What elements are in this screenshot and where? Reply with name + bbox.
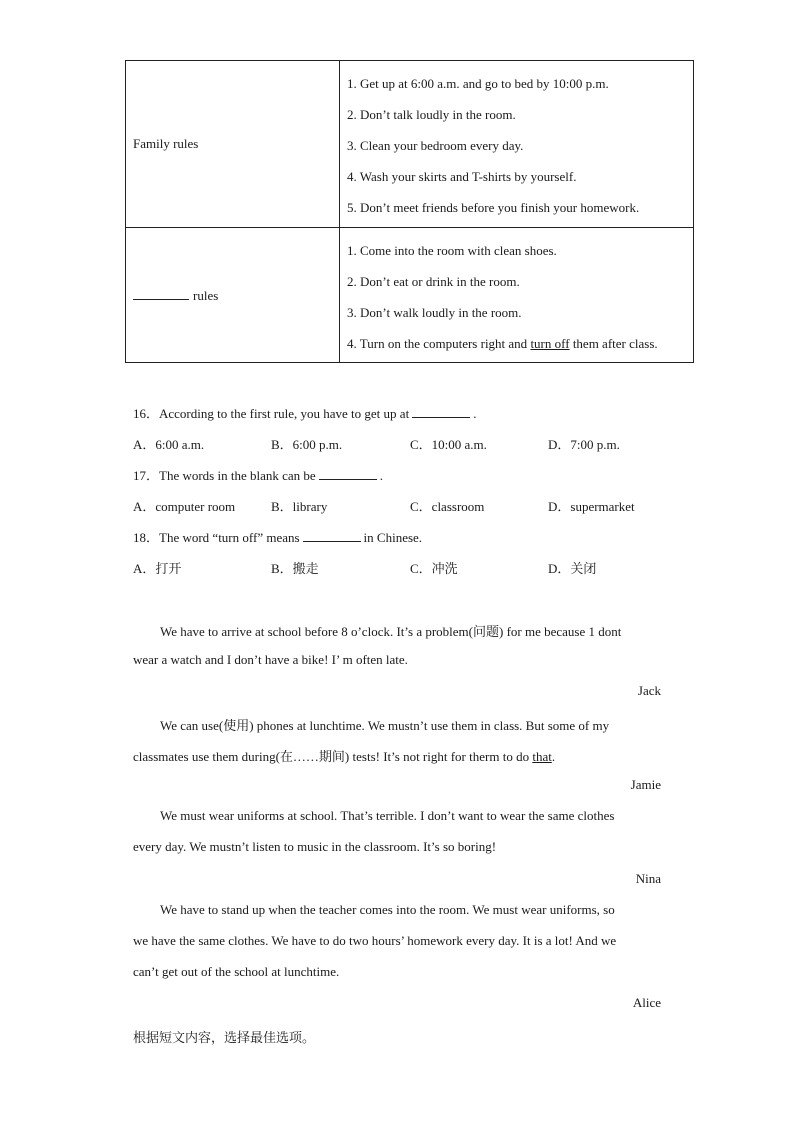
- question-18: [133, 527, 422, 546]
- options-18: [133, 558, 693, 578]
- label-blank-line: [133, 287, 189, 300]
- table-row-family: [126, 61, 694, 228]
- answer-blank: [319, 468, 377, 480]
- question-stem: 18．The word “turn off” means: [133, 530, 300, 545]
- rule4-underlined: turn off: [530, 335, 570, 351]
- question-stem-end: in Chinese.: [363, 530, 423, 545]
- option-d[interactable]: D．关闭: [548, 561, 597, 576]
- signature-alice: Alice: [632, 995, 661, 1010]
- question-16: [133, 403, 476, 422]
- rules-table: [125, 60, 694, 363]
- rule-item: 5. Don’t meet friends before you finish your homework.: [347, 200, 640, 215]
- alice-line-3: can’t get out of the school at lunchtime.: [133, 964, 340, 979]
- family-rules-list: [340, 61, 694, 228]
- blank-rules-label: [126, 228, 340, 363]
- question-17: [133, 465, 383, 484]
- answer-blank: [303, 530, 361, 542]
- option-c[interactable]: C．classroom: [410, 499, 485, 514]
- alice-line-1: We have to stand up when the teacher comes into the room. We must wear uniforms, so: [160, 902, 615, 917]
- blank-rules-word: rules: [193, 287, 219, 303]
- question-stem: 17．The words in the blank can be: [133, 468, 316, 483]
- option-b[interactable]: B．6:00 p.m.: [271, 437, 343, 452]
- nina-line-1: We must wear uniforms at school. That’s terrible. I don’t want to wear the same clothes: [160, 808, 615, 823]
- rule-item: 1. Get up at 6:00 a.m. and go to bed by 10:00 p.m.: [347, 76, 609, 91]
- jamie-line-2-end: .: [551, 749, 556, 764]
- option-a[interactable]: A．打开: [133, 561, 182, 576]
- question-stem: 16．According to the first rule, you have to get up at: [133, 406, 410, 421]
- jamie-line-2-start: classmates use them during(在……期间) tests! It’s not right for therm to do: [133, 749, 533, 764]
- rule-item: 2. Don’t talk loudly in the room.: [347, 107, 516, 122]
- rule-item: 1. Come into the room with clean shoes.: [347, 242, 557, 258]
- signature-jamie: Jamie: [630, 777, 661, 792]
- jack-line-2: wear a watch and I don’t have a bike! I’ m often late.: [133, 652, 408, 667]
- family-rules-label: Family rules: [126, 61, 340, 228]
- nina-line-2: every day. We mustn’t listen to music in the classroom. It’s so boring!: [133, 839, 497, 854]
- signature-nina: Nina: [635, 871, 661, 886]
- blank-rules-list: [340, 228, 694, 363]
- answer-blank: [412, 406, 470, 418]
- rule-item: 3. Clean your bedroom every day.: [347, 138, 524, 153]
- jamie-underlined-that: that: [532, 749, 552, 764]
- question-stem-end: .: [379, 468, 383, 483]
- options-17: [133, 496, 693, 516]
- signature-jack: Jack: [637, 683, 661, 698]
- option-b[interactable]: B．library: [271, 499, 328, 514]
- jamie-line-2: [133, 746, 663, 765]
- option-b[interactable]: B．搬走: [271, 561, 319, 576]
- rule-item: 4. Wash your skirts and T-shirts by yourself.: [347, 169, 577, 184]
- jack-line-1: We have to arrive at school before 8 o’clock. It’s a problem(问题) for me because 1 dont: [160, 624, 622, 639]
- option-c[interactable]: C．10:00 a.m.: [410, 437, 487, 452]
- rule4-end: them after class.: [569, 335, 658, 351]
- option-d[interactable]: D．supermarket: [548, 499, 635, 514]
- instruction: 根据短文内容，选择最佳选项。: [133, 1031, 316, 1046]
- question-stem-end: .: [473, 406, 477, 421]
- option-d[interactable]: D．7:00 p.m.: [548, 437, 620, 452]
- jamie-line-1: We can use(使用) phones at lunchtime. We mustn’t use them in class. But some of my: [160, 718, 610, 733]
- table-row-blank: [126, 228, 694, 363]
- rule4-start: 4. Turn on the computers right and: [347, 335, 531, 351]
- rule-item: [347, 328, 693, 359]
- rule-item: 2. Don’t eat or drink in the room.: [347, 273, 520, 289]
- option-a[interactable]: A．computer room: [133, 499, 236, 514]
- options-16: [133, 434, 693, 454]
- option-a[interactable]: A．6:00 a.m.: [133, 437, 205, 452]
- rule-item: 3. Don’t walk loudly in the room.: [347, 304, 522, 320]
- option-c[interactable]: C．冲洗: [410, 561, 458, 576]
- alice-line-2: we have the same clothes. We have to do two hours’ homework every day. It is a lot! And we: [133, 933, 617, 948]
